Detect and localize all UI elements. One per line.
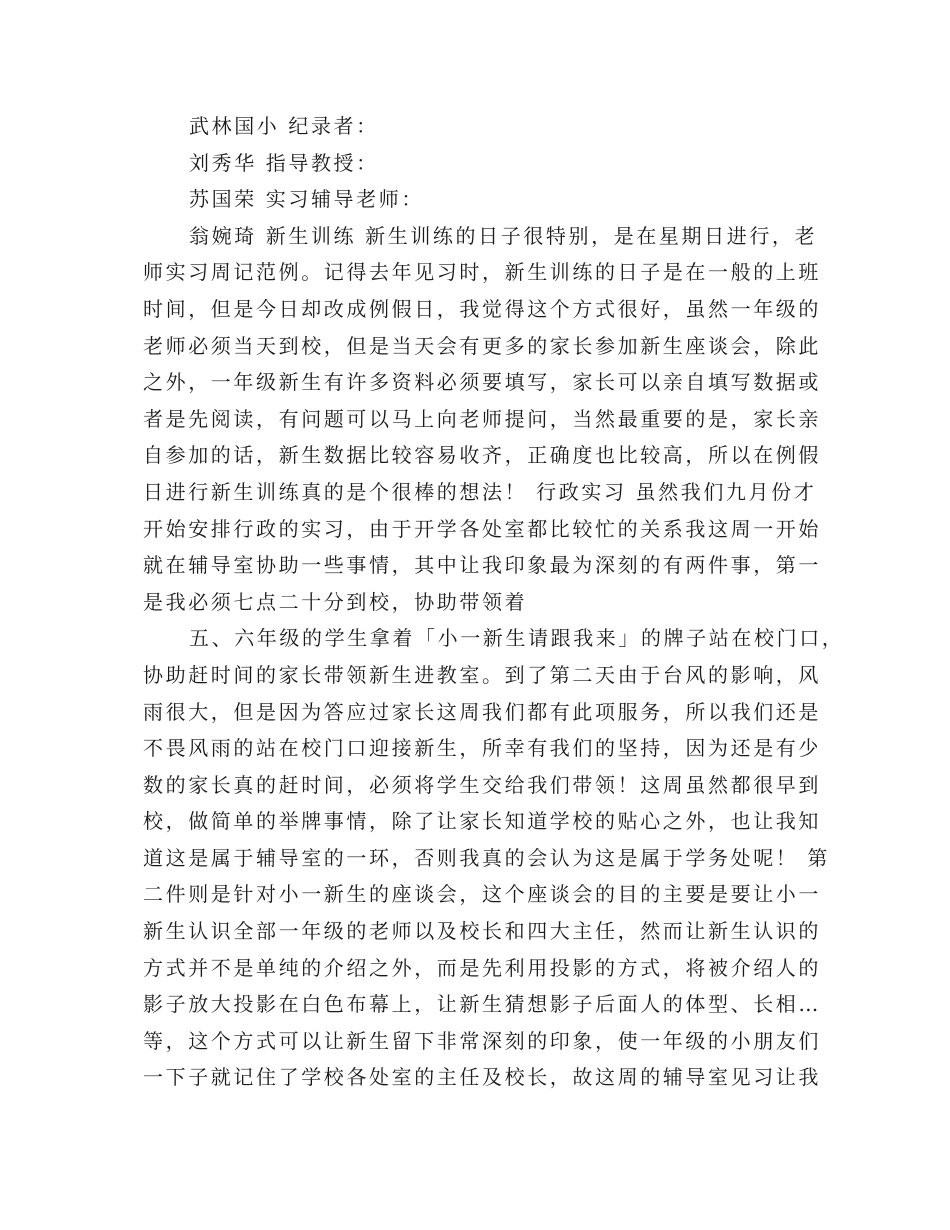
text-line: 是我必须七点二十分到校，协助带领着 bbox=[143, 589, 528, 614]
text-line: 方式并不是单纯的介绍之外，而是先利用投影的方式，将被介绍人的 bbox=[143, 955, 821, 980]
text-line: 影子放大投影在白色布幕上，让新生猜想影子后面人的体型、长相… bbox=[143, 992, 821, 1017]
text-line: 新生认识全部一年级的老师以及校长和四大主任，然而让新生认识的 bbox=[143, 919, 821, 944]
text-line: 翁婉琦 新生训练 新生训练的日子很特别，是在星期日进行，老 bbox=[189, 223, 818, 248]
text-line: 自参加的话，新生数据比较容易收齐，正确度也比较高，所以在例假 bbox=[143, 443, 821, 468]
text-line: 师实习周记范例。记得去年见习时，新生训练的日子是在一般的上班 bbox=[143, 260, 821, 285]
text-line: 时间，但是今日却改成例假日，我觉得这个方式很好，虽然一年级的 bbox=[143, 296, 821, 321]
text-line: 不畏风雨的站在校门口迎接新生，所幸有我们的坚持，因为还是有少 bbox=[143, 736, 821, 761]
text-line: 协助赶时间的家长带领新生进教室。到了第二天由于台风的影响，风 bbox=[143, 662, 821, 687]
text-line: 武林国小 纪录者： bbox=[189, 114, 379, 138]
text-line: 刘秀华 指导教授： bbox=[189, 150, 379, 175]
text-line: 一下子就记住了学校各处室的主任及校长，故这周的辅导室见习让我 bbox=[143, 1065, 821, 1090]
text-line: 就在辅导室协助一些事情，其中让我印象最为深刻的有两件事，第一 bbox=[143, 553, 821, 578]
text-line: 雨很大，但是因为答应过家长这周我们都有此项服务，所以我们还是 bbox=[143, 699, 821, 724]
text-line: 苏国荣 实习辅导老师： bbox=[189, 187, 424, 212]
text-line: 之外，一年级新生有许多资料必须要填写，家长可以亲自填写数据或 bbox=[143, 370, 821, 395]
text-line: 开始安排行政的实习，由于开学各处室都比较忙的关系我这周一开始 bbox=[143, 516, 821, 541]
document-body bbox=[143, 108, 845, 1096]
text-line: 老师必须当天到校，但是当天会有更多的家长参加新生座谈会，除此 bbox=[143, 333, 821, 358]
text-line: 日进行新生训练真的是个很棒的想法！ 行政实习 虽然我们九月份才 bbox=[143, 479, 817, 504]
text-line: 校，做简单的举牌事情，除了让家长知道学校的贴心之外，也让我知 bbox=[143, 809, 821, 834]
text-line: 者是先阅读，有问题可以马上向老师提问，当然最重要的是，家长亲 bbox=[143, 406, 821, 431]
text-line: 数的家长真的赶时间，必须将学生交给我们带领！这周虽然都很早到 bbox=[143, 772, 821, 797]
text-line: 等，这个方式可以让新生留下非常深刻的印象，使一年级的小朋友们 bbox=[143, 1028, 821, 1053]
text-line: 五、六年级的学生拿着「小一新生请跟我来」的牌子站在校门口， bbox=[189, 626, 845, 651]
text-line: 二件则是针对小一新生的座谈会，这个座谈会的目的主要是要让小一 bbox=[143, 882, 821, 907]
text-line: 道这是属于辅导室的一环，否则我真的会认为这是属于学务处呢！ 第 bbox=[143, 845, 830, 870]
